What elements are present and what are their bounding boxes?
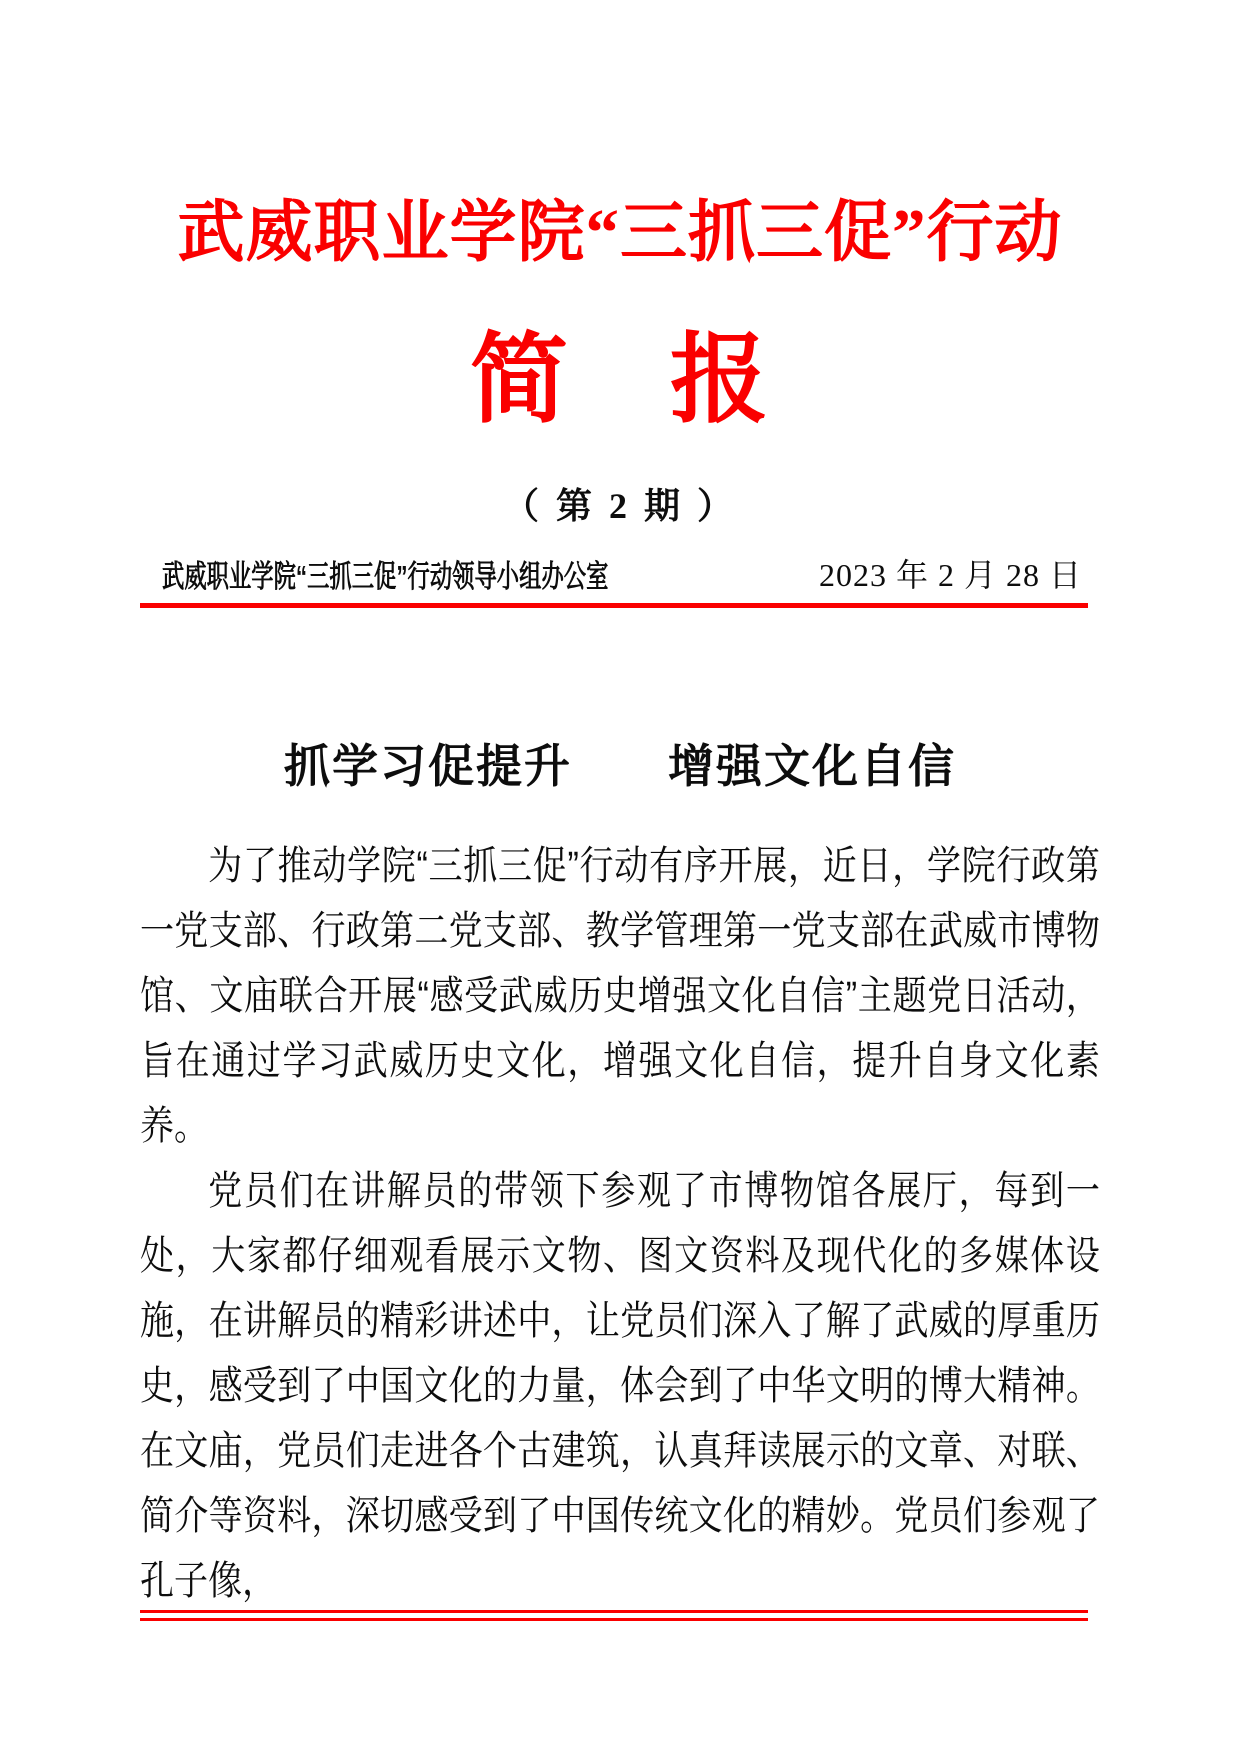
bulletin-subtitle: 简 报 — [469, 327, 770, 436]
issue-date: 2023 年 2 月 28 日 — [818, 557, 1082, 594]
article-body — [140, 834, 1240, 1614]
red-rule-bottom-line-1 — [140, 1610, 1088, 1613]
article — [0, 741, 1240, 1614]
issue-number: （ 第 2 期 ） — [502, 485, 737, 526]
masthead-info-row — [162, 556, 1082, 596]
issuing-office: 武威职业学院“三抓三促”行动领导小组办公室 — [162, 559, 609, 595]
red-rule-bottom — [140, 1610, 1088, 1621]
red-rule-bottom-line-2 — [140, 1618, 1088, 1621]
red-rule-top — [140, 603, 1088, 608]
bulletin-title: 武威职业学院“三抓三促”行动 — [177, 196, 1063, 270]
article-heading: 抓学习促提升 增强文化自信 — [284, 741, 956, 793]
body-paragraph: 为了推动学院“三抓三促”行动有序开展，近日，学院行政第一党支部、行政第二党支部、教学管理第一党支部在武威市博物馆、文庙联合开展“感受武威历史增强文化自信”主题党日活动，旨在通过学习武威历史文化，增强文化自信，提升自身文化素养。 — [140, 844, 1100, 1149]
masthead — [0, 195, 1240, 608]
body-paragraph: 党员们在讲解员的带领下参观了市博物馆各展厅，每到一处，大家都仔细观看展示文物、图文资料及现代化的多媒体设施，在讲解员的精彩讲述中，让党员们深入了解了武威的厚重历史，感受到了中国文化的力量，体会到了中华文明的博大精神。在文庙，党员们走进各个古建筑，认真拜读展示的文章、对联、简介等资料，深切感受到了中国传统文化的精妙。党员们参观了孔子像， — [140, 1169, 1100, 1604]
